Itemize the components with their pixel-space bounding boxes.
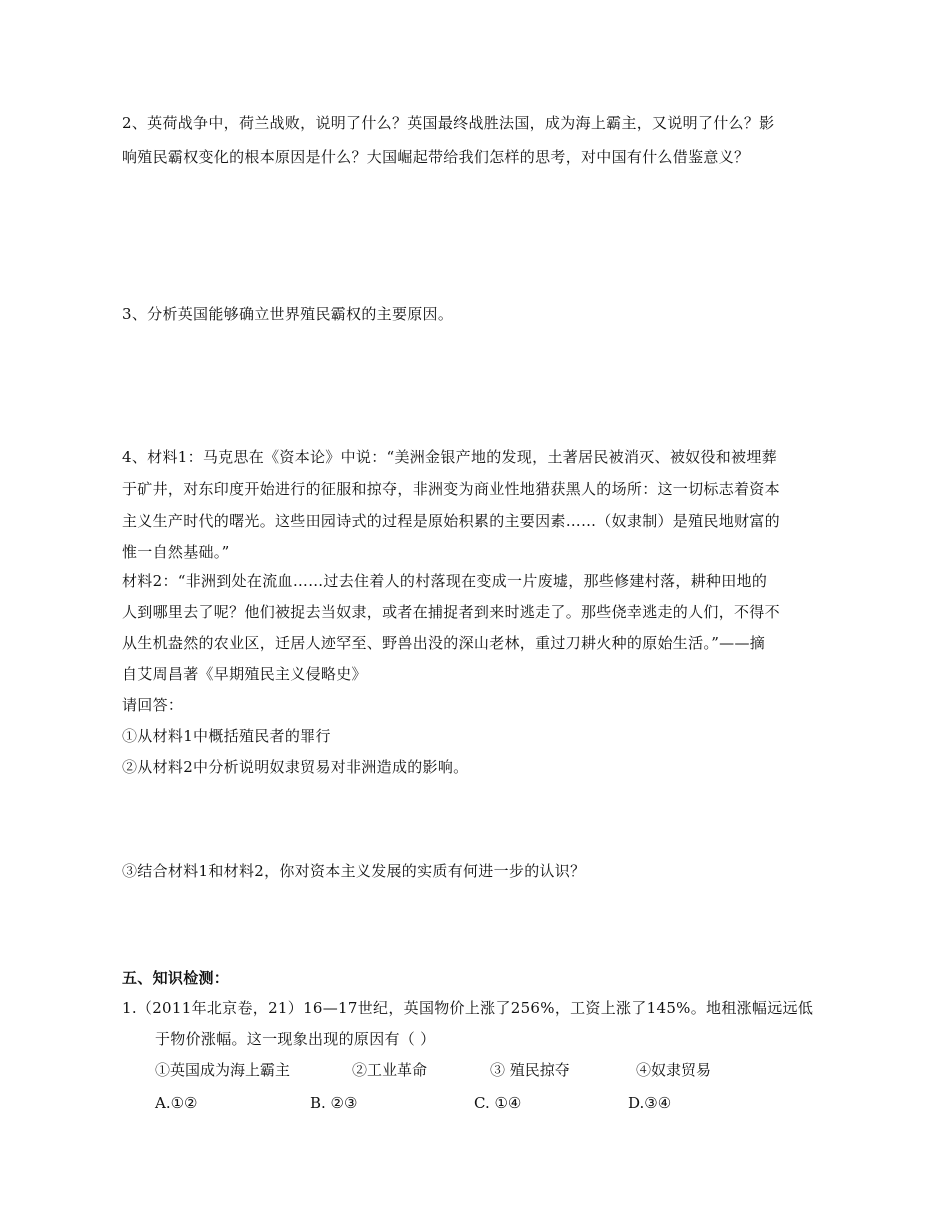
choice-a: A.①②	[155, 1094, 198, 1112]
s5-q1-line-2: 于物价涨幅。这一现象出现的原因有（ ）	[155, 1030, 436, 1048]
q4-material1-line-4: 惟一自然基础。”	[122, 543, 230, 561]
s5-q1-line-1: 1.（2011年北京卷，21）16—17世纪，英国物价上涨了256%，工资上涨了145%。地租涨幅远远低	[122, 999, 814, 1017]
q4-subquestion-1: ①从材料1中概括殖民者的罪行	[122, 727, 331, 745]
q4-material2-line-2: 人到哪里去了呢？他们被捉去当奴隶，或者在捕捉者到来时逃走了。那些侥幸逃走的人们，不得不	[122, 603, 780, 621]
q4-material1-line-3: 主义生产时代的曙光。这些田园诗式的过程是原始积累的主要因素……（奴隶制）是殖民地财富的	[122, 512, 780, 530]
q4-material2-line-4: 自艾周昌著《早期殖民主义侵略史》	[122, 665, 367, 683]
q2-line-2: 响殖民霸权变化的根本原因是什么？大国崛起带给我们怎样的思考，对中国有什么借鉴意义？	[122, 148, 750, 166]
q4-subquestion-2: ②从材料2中分析说明奴隶贸易对非洲造成的影响。	[122, 758, 469, 776]
item-3: ③ 殖民掠夺	[490, 1061, 570, 1079]
q4-material2-line-3: 从生机盎然的农业区，迁居人迹罕至、野兽出没的深山老林，重过刀耕火种的原始生活。”——摘	[122, 634, 766, 652]
item-1: ①英国成为海上霸主	[155, 1061, 291, 1079]
item-2: ②工业革命	[352, 1061, 428, 1079]
q4-material1-line-2: 于矿井，对东印度开始进行的征服和掠夺，非洲变为商业性地猎获黑人的场所：这一切标志着资本	[122, 480, 780, 498]
q4-subquestion-3: ③结合材料1和材料2，你对资本主义发展的实质有何进一步的认识？	[122, 862, 586, 880]
item-4: ④奴隶贸易	[636, 1061, 712, 1079]
q2-line-1: 2、英荷战争中，荷兰战败，说明了什么？英国最终战胜法国，成为海上霸主，又说明了什么？影	[122, 114, 775, 132]
choice-d: D.③④	[628, 1094, 672, 1112]
q3-line-1: 3、分析英国能够确立世界殖民霸权的主要原因。	[122, 305, 454, 323]
choice-c: C. ①④	[474, 1094, 522, 1112]
q4-material2-line-1: 材料2：“非洲到处在流血……过去住着人的村落现在变成一片废墟，那些修建村落，耕种田地的	[122, 572, 768, 590]
q4-material1-line-1: 4、材料1：马克思在《资本论》中说：“美洲金银产地的发现，土著居民被消灭、被奴役和被埋葬	[122, 448, 777, 466]
choice-b: B. ②③	[310, 1094, 358, 1112]
section-5-heading: 五、知识检测：	[122, 969, 230, 987]
q4-prompt: 请回答：	[122, 696, 184, 714]
